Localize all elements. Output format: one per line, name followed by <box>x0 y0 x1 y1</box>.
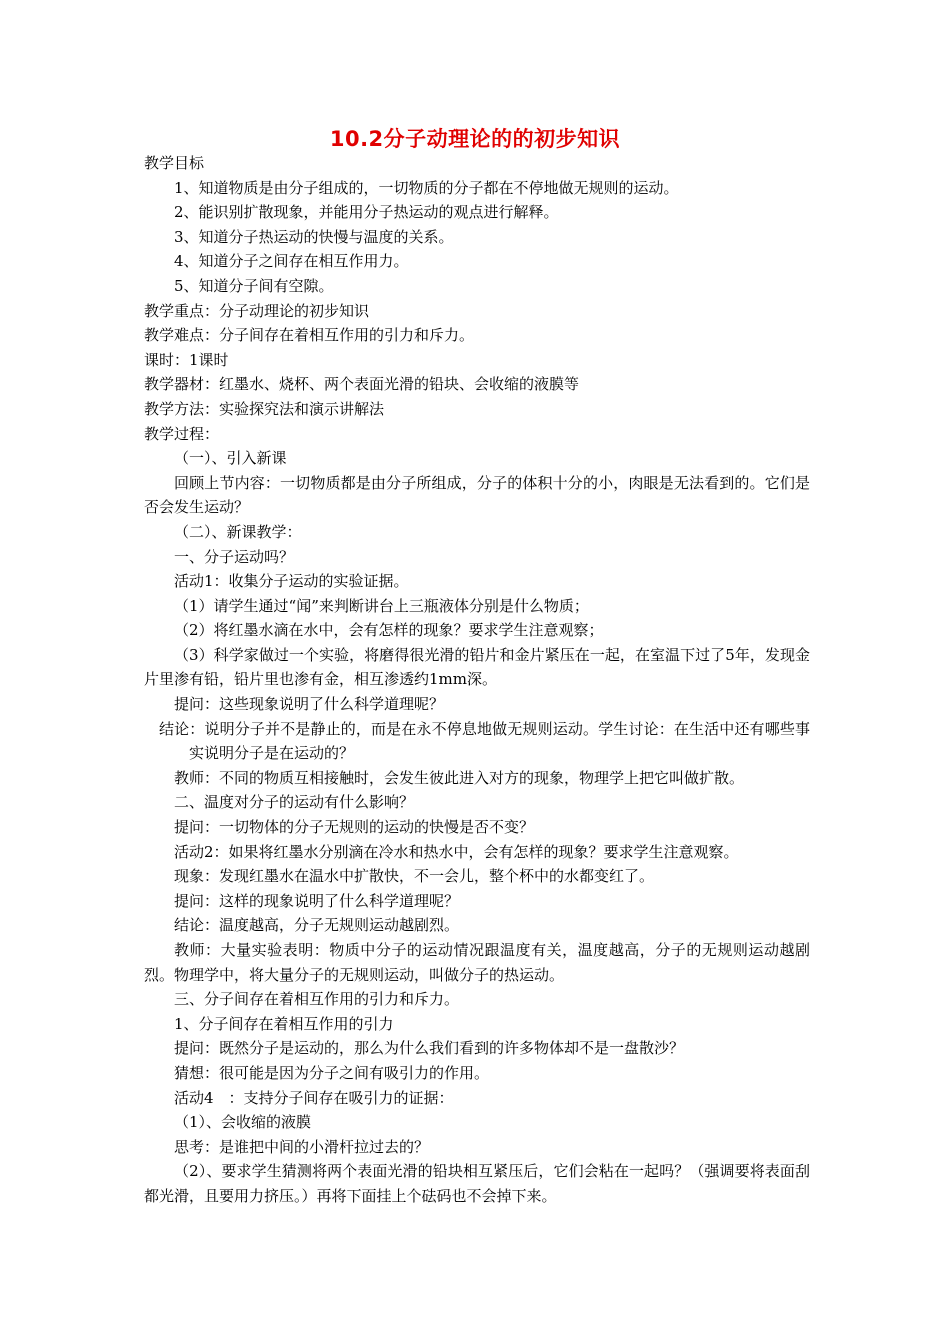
paragraph: （1）、会收缩的液膜 <box>174 1113 312 1132</box>
paragraph: 活动2：如果将红墨水分别滴在冷水和热水中，会有怎样的现象？要求学生注意观察。 <box>174 842 739 861</box>
paragraph: 教师：大量实验表明：物质中分子的运动情况跟温度有关，温度越高，分子的无规则运动越剧烈。物理学中，将大量分子的无规则运动，叫做分子的热运动。 <box>144 941 810 984</box>
paragraph: （2）、要求学生猜测将两个表面光滑的铅块相互紧压后，它们会粘在一起吗？（强调要将表面刮都光滑，且要用力挤压。）再将下面挂上个砝码也不会掉下来。 <box>144 1162 810 1205</box>
difficult-point: 教学难点：分子间存在着相互作用的引力和斥力。 <box>144 326 475 345</box>
section-heading-objectives: 教学目标 <box>144 154 205 172</box>
paragraph: 提问：一切物体的分子无规则的运动的快慢是否不变？ <box>174 818 535 837</box>
paragraph: （3）科学家做过一个实验，将磨得很光滑的铅片和金片紧压在一起，在室温下过了5年，发现金片里渗有铅，铅片里也渗有金，相互渗透约1mm深。 <box>144 645 810 689</box>
objective-item: 1、知道物质是由分子组成的，一切物质的分子都在不停地做无规则的运动。 <box>174 178 679 197</box>
class-hours: 课时：1课时 <box>144 350 229 369</box>
paragraph: 结论：温度越高，分子无规则运动越剧烈。 <box>174 916 460 935</box>
teaching-method: 教学方法：实验探究法和演示讲解法 <box>144 399 385 418</box>
paragraph: （2）将红墨水滴在水中，会有怎样的现象？要求学生注意观察； <box>174 621 604 640</box>
subsection-heading: （二）、新课教学： <box>174 522 302 541</box>
objective-item: 2、能识别扩散现象，并能用分子热运动的观点进行解释。 <box>174 203 559 222</box>
teaching-equipment: 教学器材：红墨水、烧杯、两个表面光滑的铅块、会收缩的液膜等 <box>144 375 580 394</box>
subsection-heading: 1、分子间存在着相互作用的引力 <box>174 1014 394 1033</box>
paragraph: 猜想：很可能是因为分子之间有吸引力的作用。 <box>174 1063 490 1082</box>
document-body <box>144 151 810 1209</box>
paragraph: 提问：这些现象说明了什么科学道理呢？ <box>174 695 445 714</box>
paragraph: 活动4 ：支持分子间存在吸引力的证据： <box>174 1088 454 1107</box>
objective-item: 3、知道分子热运动的快慢与温度的关系。 <box>174 227 454 246</box>
subsection-heading: （一）、引入新课 <box>174 449 287 468</box>
paragraph: 提问：既然分子是运动的，那么为什么我们看到的许多物体却不是一盘散沙？ <box>174 1039 685 1058</box>
subsection-heading: 三、分子间存在着相互作用的引力和斥力。 <box>174 990 460 1009</box>
paragraph: 回顾上节内容：一切物质都是由分子所组成，分子的体积十分的小，肉眼是无法看到的。它们是否会发生运动？ <box>144 473 810 517</box>
subsection-heading: 一、分子运动吗？ <box>174 547 295 566</box>
subsection-heading: 二、温度对分子的运动有什么影响？ <box>174 793 415 812</box>
objective-item: 5、知道分子间有空隙。 <box>174 276 334 295</box>
paragraph: 活动1：收集分子运动的实验证据。 <box>174 572 409 591</box>
paragraph: 提问：这样的现象说明了什么科学道理呢？ <box>174 891 460 910</box>
key-point: 教学重点：分子动理论的初步知识 <box>144 301 370 320</box>
paragraph: （1）请学生通过“闻”来判断讲台上三瓶液体分别是什么物质； <box>174 596 589 615</box>
paragraph: 教师：不同的物质互相接触时，会发生彼此进入对方的现象，物理学上把它叫做扩散。 <box>174 768 745 787</box>
section-heading-process: 教学过程： <box>144 424 220 443</box>
paragraph: 结论：说明分子并不是静止的，而是在永不停息地做无规则运动。学生讨论：在生活中还有哪些事实说明分子是在运动的？ <box>159 719 810 763</box>
objective-item: 4、知道分子之间存在相互作用力。 <box>174 252 409 271</box>
document-title: 10.2分子动理论的的初步知识 <box>329 127 621 151</box>
paragraph: 思考：是谁把中间的小滑杆拉过去的？ <box>174 1137 430 1156</box>
paragraph: 现象：发现红墨水在温水中扩散快，不一会儿，整个杯中的水都变红了。 <box>174 867 655 886</box>
